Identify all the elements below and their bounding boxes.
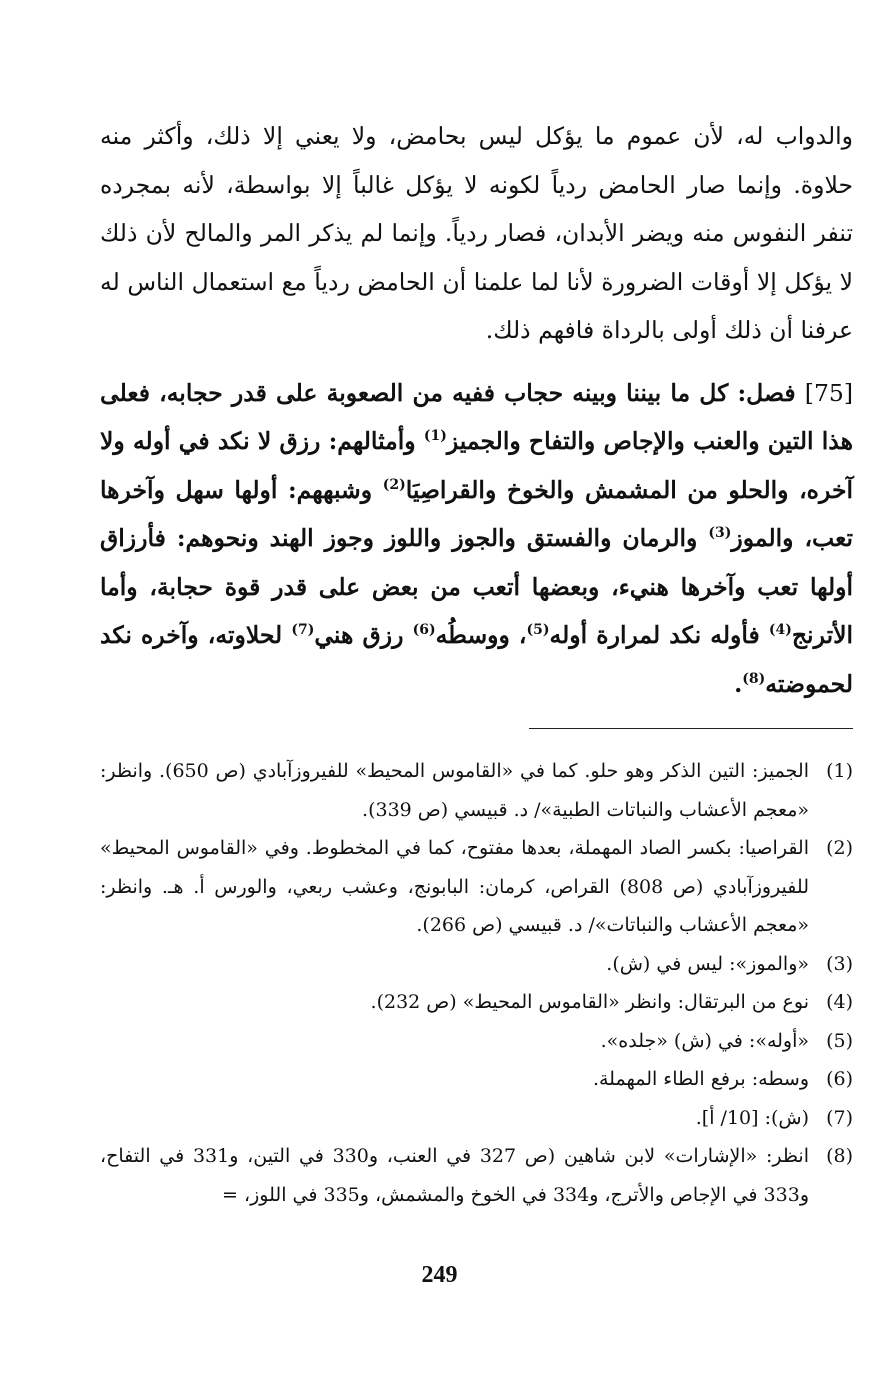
footnote-item xyxy=(100,1060,853,1099)
footnote-number: (8) xyxy=(826,1145,853,1167)
text-segment: لحلاوته، وآخره نكد لحموضته xyxy=(100,621,853,698)
text-segment: كل ما بيننا وبينه حجاب ففيه من الصعوبة على قدر حجابه، فعلى هذا التين والعنب والإجاص والتفاح والجميز xyxy=(100,378,853,455)
footnote-number: (3) xyxy=(826,952,853,975)
text-segment: والرمان والفستق والجوز واللوز وجوز الهند ونحوهم: فأرزاق أولها تعب وآخرها هنيء، وبعضها أتعب من بعض على قدر قوة حجابة، وأما الأترنج xyxy=(100,524,854,649)
text-segment: رزق هني xyxy=(314,621,404,649)
footnote-ref[interactable]: (8) xyxy=(742,670,766,687)
text-segment: وأمثالهم: رزق لا نكد في أوله ولا آخره، والحلو من المشمش والخوخ والقراصِيَا xyxy=(100,427,853,504)
footnote-item xyxy=(100,945,853,984)
footnote-number: (7) xyxy=(826,1106,853,1129)
text-segment: . xyxy=(734,669,743,698)
footnote-number: (5) xyxy=(826,1029,853,1052)
footnote-ref[interactable]: (1) xyxy=(423,428,447,445)
footnote-text: (ش): [10/ أ]. xyxy=(695,1106,809,1129)
footnote-ref[interactable]: (6) xyxy=(412,622,436,639)
footnote-item xyxy=(100,1099,853,1138)
footnote-item xyxy=(100,1022,853,1061)
page-number: 249 xyxy=(421,1262,458,1288)
footnote-ref[interactable]: (3) xyxy=(708,525,732,542)
footnote-text: انظر: «الإشارات» لابن شاهين (ص 327 في العنب، و330 في التين، و331 في التفاح، و333 في الإجاص والأترج، و334 في الخوخ والمشمش، و335 في اللوز، = xyxy=(100,1145,809,1206)
footnote-number: (1) xyxy=(826,760,853,782)
footnote-text: وسطه: برفع الطاء المهملة. xyxy=(592,1068,809,1090)
footnote-number: (2) xyxy=(826,837,853,859)
paragraph-continuation: والدواب له، لأن عموم ما يؤكل ليس بحامض، ولا يعني إلا ذلك، وأكثر منه حلاوة. وإنما صار الحامض ردياً لكونه لا يؤكل غالباً إلا بواسطة، لأنه بمجرده تنفر النفوس منه ويضر الأبدان، فصار ردياً. وإنما لم يذكر المر والمالح لأن ذلك لا يؤكل إلا أوقات الضرورة لأنا لما علمنا أن الحامض ردياً مع استعمال الناس له عرفنا أن ذلك أولى بالرداة فافهم ذلك. xyxy=(100,122,853,344)
footnote-ref[interactable]: (2) xyxy=(382,476,406,493)
footnote-item xyxy=(100,829,853,945)
footnote-number: (6) xyxy=(826,1068,853,1090)
footnote-ref[interactable]: (5) xyxy=(526,622,550,639)
footnote-text: «والموز»: ليس في (ش). xyxy=(606,952,809,975)
footnotes-list xyxy=(100,752,853,1214)
footnote-text: نوع من البرتقال: وانظر «القاموس المحيط» (ص 232). xyxy=(370,991,809,1013)
paragraph-section-75 xyxy=(100,369,853,709)
footnote-item xyxy=(100,752,853,829)
footnote-number: (4) xyxy=(826,991,853,1013)
text-segment: وشبههم: أولها سهل وآخرها تعب، والموز xyxy=(100,475,853,552)
text-segment: فأوله نكد لمرارة أوله xyxy=(549,621,760,649)
footnote-item xyxy=(100,1137,853,1214)
footnote-text: القراصيا: بكسر الصاد المهملة، بعدها مفتوح، كما في المخطوط. وفي «القاموس المحيط» للفيروزآبادي (ص 808) القراص، كرمان: البابونج، وعشب ربعي، والورس أ. هـ. وانظر: «معجم الأعشاب والنباتات»/ د. قبيسي (ص 266). xyxy=(100,837,809,936)
main-text xyxy=(100,112,853,708)
text-segment: ، ووسطُه xyxy=(435,621,527,649)
footnote-text: الجميز: التين الذكر وهو حلو. كما في «القاموس المحيط» للفيروزآبادي (ص 650). وانظر: «معجم الأعشاب والنباتات الطبية»/ د. قبيسي (ص 339). xyxy=(100,760,809,821)
footnote-text: «أوله»: في (ش) «جلده». xyxy=(600,1029,809,1052)
footnote-ref[interactable]: (7) xyxy=(291,622,315,639)
footnote-divider xyxy=(529,728,853,729)
footnote-ref[interactable]: (4) xyxy=(768,622,792,639)
section-number: [75] xyxy=(804,378,854,407)
footnote-item xyxy=(100,983,853,1022)
section-heading: فصل: xyxy=(737,378,796,407)
